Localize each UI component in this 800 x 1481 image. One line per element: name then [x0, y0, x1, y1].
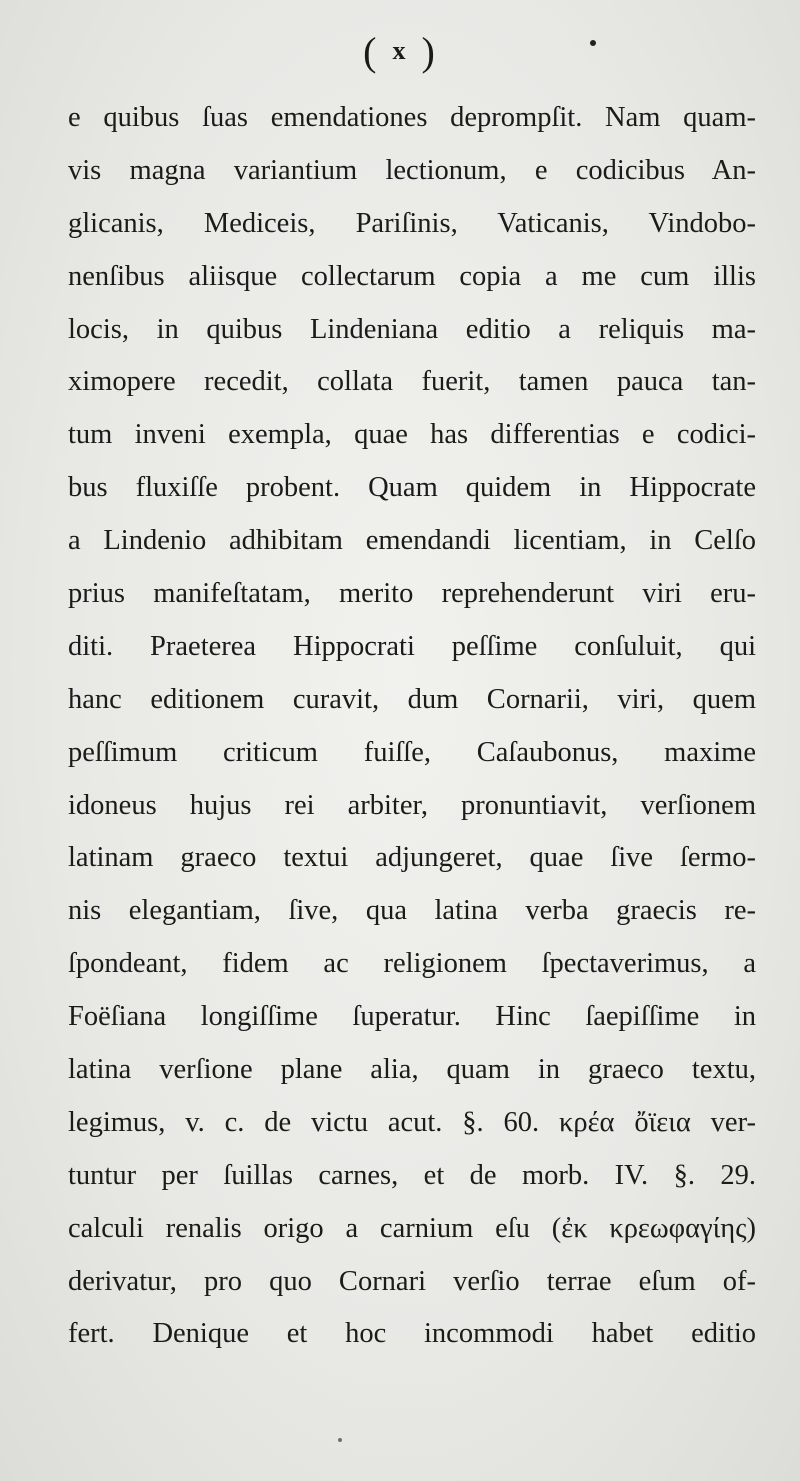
text-line: latinam graeco textui adjungeret, quae ſive ſermo- — [68, 842, 756, 874]
ink-speck — [590, 40, 596, 46]
text-line: fert. Denique et hoc incommodi habet editio — [68, 1318, 756, 1350]
ink-speck — [338, 1438, 342, 1442]
body-text — [68, 92, 756, 1361]
page-number: ( x ) — [363, 29, 437, 74]
text-line: legimus, v. c. de victu acut. §. 60. κρέα ὄϊεια ver- — [68, 1106, 756, 1138]
text-line: glicanis, Mediceis, Pariſinis, Vaticanis, Vindobo- — [68, 207, 756, 239]
text-line: hanc editionem curavit, dum Cornarii, viri, quem — [68, 683, 756, 715]
text-line: tum inveni exempla, quae has differentias e codici- — [68, 419, 756, 451]
text-line: ximopere recedit, collata fuerit, tamen pauca tan- — [68, 366, 756, 398]
text-line: peſſimum criticum fuiſſe, Caſaubonus, maxime — [68, 736, 756, 768]
text-line: latina verſione plane alia, quam in graeco textu, — [68, 1054, 756, 1086]
text-line: e quibus ſuas emendationes deprompſit. Nam quam- — [68, 102, 756, 133]
text-line: ſpondeant, fidem ac religionem ſpectaverimus, a — [68, 948, 756, 980]
text-line: a Lindenio adhibitam emendandi licentiam, in Celſo — [68, 525, 756, 557]
text-line: locis, in quibus Lindeniana editio a reliquis ma- — [68, 313, 756, 345]
text-line: calculi renalis origo a carnium eſu (ἐκ κρεωφαγίης) — [68, 1212, 756, 1244]
folio-numeral: x — [392, 36, 408, 65]
text-line: tuntur per ſuillas carnes, et de morb. IV. §. 29. — [68, 1159, 756, 1191]
text-line: idoneus hujus rei arbiter, pronuntiavit, verſionem — [68, 789, 756, 821]
text-line: nenſibus aliisque collectarum copia a me cum illis — [68, 260, 756, 292]
text-line: prius manifeſtatam, merito reprehenderunt viri eru- — [68, 578, 756, 610]
text-line: diti. Praeterea Hippocrati peſſime conſuluit, qui — [68, 630, 756, 662]
text-line: Foëſiana longiſſime ſuperatur. Hinc ſaepiſſime in — [68, 1001, 756, 1033]
text-line: vis magna variantium lectionum, e codicibus An- — [68, 154, 756, 186]
text-line: nis elegantiam, ſive, qua latina verba graecis re- — [68, 895, 756, 927]
text-line: derivatur, pro quo Cornari verſio terrae eſum of- — [68, 1265, 756, 1297]
text-line: bus fluxiſſe probent. Quam quidem in Hippocrate — [68, 472, 756, 504]
